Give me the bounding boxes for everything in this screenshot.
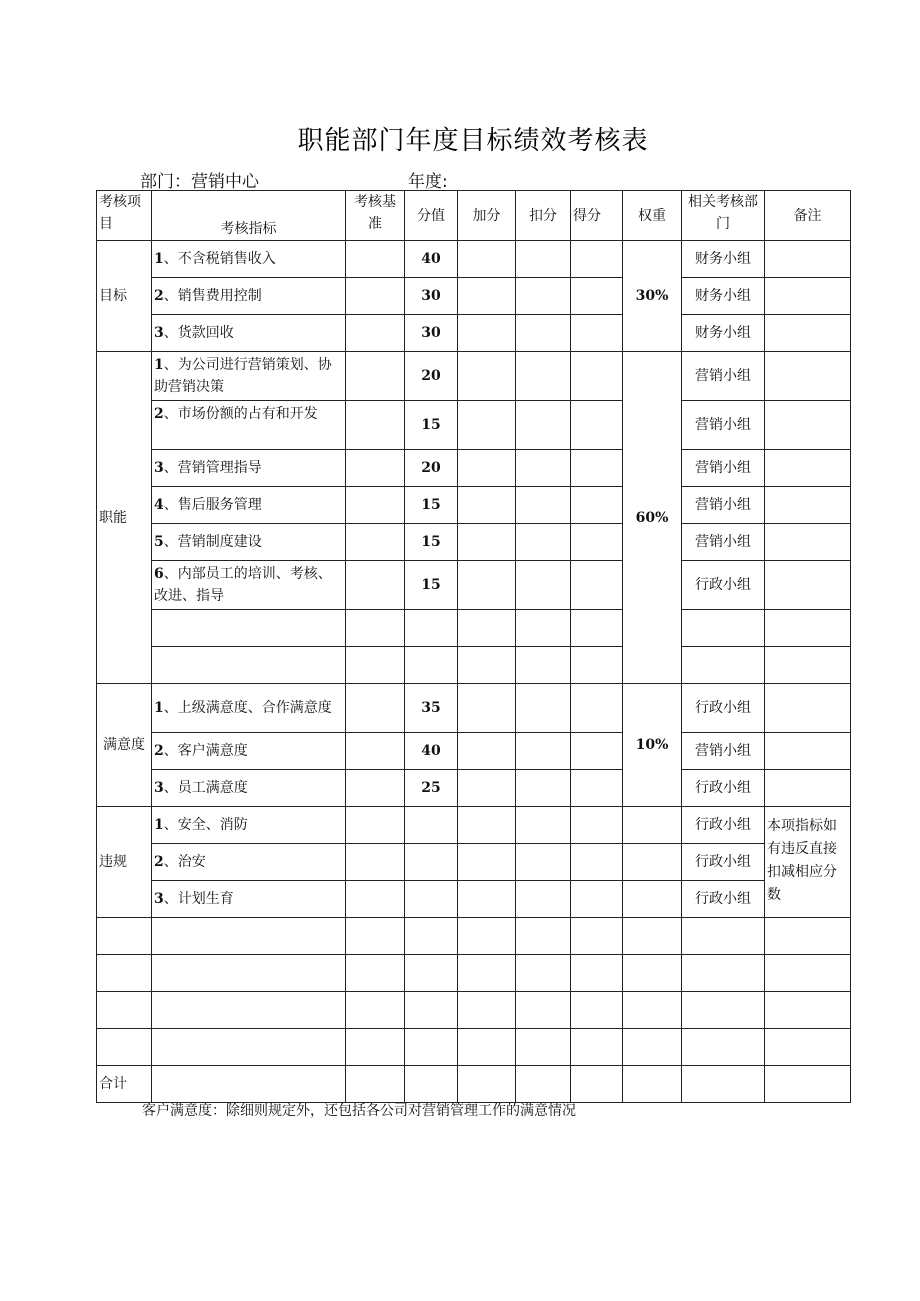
total-row (97, 1066, 851, 1103)
dept-cell: 行政小组 (682, 770, 765, 807)
indicator-cell: 3、员工满意度 (152, 770, 346, 807)
assessment-table (96, 190, 851, 1103)
dept-cell: 财务小组 (682, 278, 765, 315)
table-row (97, 278, 851, 315)
score-cell: 15 (405, 524, 458, 561)
indicator-cell: 2、市场份额的占有和开发 (152, 401, 346, 450)
header-got: 得分 (571, 191, 623, 241)
score-cell: 40 (405, 733, 458, 770)
empty-row (97, 918, 851, 955)
empty-row (97, 992, 851, 1029)
header-category: 考核项目 (97, 191, 152, 241)
table-row (97, 487, 851, 524)
dept-cell: 行政小组 (682, 807, 765, 844)
category-satisfaction: 满意度 (97, 684, 152, 807)
indicator-cell: 3、货款回收 (152, 315, 346, 352)
score-cell: 15 (405, 561, 458, 610)
indicator-cell: 3、营销管理指导 (152, 450, 346, 487)
score-cell: 30 (405, 278, 458, 315)
table-row (97, 770, 851, 807)
table-row (97, 561, 851, 610)
remark-violation: 本项指标如有违反直接扣减相应分数 (765, 807, 851, 918)
header-remark: 备注 (765, 191, 851, 241)
table-row (97, 844, 851, 881)
total-label: 合计 (97, 1066, 152, 1103)
empty-row (97, 610, 851, 647)
score-cell: 15 (405, 487, 458, 524)
weight-function: 60% (623, 352, 682, 684)
table-row (97, 684, 851, 733)
indicator-cell: 2、客户满意度 (152, 733, 346, 770)
empty-row (97, 647, 851, 684)
header-deduct: 扣分 (516, 191, 571, 241)
category-function: 职能 (97, 352, 152, 684)
header-dept: 相关考核部门 (682, 191, 765, 241)
dept-cell: 营销小组 (682, 487, 765, 524)
table-row (97, 352, 851, 401)
dept-cell: 行政小组 (682, 561, 765, 610)
dept-cell: 营销小组 (682, 401, 765, 450)
weight-satisfaction: 10% (623, 684, 682, 807)
page-title: 职能部门年度目标绩效考核表 (297, 126, 649, 156)
department-label: 部门： (140, 172, 191, 192)
dept-cell: 行政小组 (682, 844, 765, 881)
dept-cell: 营销小组 (682, 733, 765, 770)
score-cell: 20 (405, 450, 458, 487)
table-row (97, 524, 851, 561)
category-violation: 违规 (97, 807, 152, 918)
table-row (97, 733, 851, 770)
table-row (97, 401, 851, 450)
table-row (97, 450, 851, 487)
indicator-cell: 2、销售费用控制 (152, 278, 346, 315)
indicator-cell: 1、不含税销售收入 (152, 241, 346, 278)
indicator-cell: 5、营销制度建设 (152, 524, 346, 561)
table-row (97, 241, 851, 278)
score-cell: 15 (405, 401, 458, 450)
score-cell: 20 (405, 352, 458, 401)
indicator-cell: 1、上级满意度、合作满意度 (152, 684, 346, 733)
header-add: 加分 (458, 191, 516, 241)
dept-cell: 营销小组 (682, 352, 765, 401)
weight-target: 30% (623, 241, 682, 352)
empty-row (97, 1029, 851, 1066)
indicator-cell: 4、售后服务管理 (152, 487, 346, 524)
department-value: 营销中心 (191, 172, 259, 192)
dept-cell: 行政小组 (682, 881, 765, 918)
indicator-cell: 6、内部员工的培训、考核、改进、指导 (152, 561, 346, 610)
header-row (97, 191, 851, 241)
header-indicator: 考核指标 (152, 191, 346, 241)
footnote: 客户满意度：除细则规定外，还包括各公司对营销管理工作的满意情况 (142, 1103, 576, 1119)
dept-cell: 财务小组 (682, 241, 765, 278)
year-label: 年度: (408, 172, 448, 192)
table-row (97, 881, 851, 918)
score-cell: 35 (405, 684, 458, 733)
indicator-cell: 1、安全、消防 (152, 807, 346, 844)
dept-cell: 财务小组 (682, 315, 765, 352)
score-cell: 30 (405, 315, 458, 352)
table-row (97, 315, 851, 352)
header-weight: 权重 (623, 191, 682, 241)
dept-cell: 行政小组 (682, 684, 765, 733)
empty-row (97, 955, 851, 992)
department-line (140, 167, 259, 192)
indicator-cell: 1、为公司进行营销策划、协助营销决策 (152, 352, 346, 401)
score-cell: 25 (405, 770, 458, 807)
header-score: 分值 (405, 191, 458, 241)
dept-cell: 营销小组 (682, 524, 765, 561)
header-standard: 考核基准 (346, 191, 405, 241)
dept-cell: 营销小组 (682, 450, 765, 487)
category-target: 目标 (97, 241, 152, 352)
table-row (97, 807, 851, 844)
indicator-cell: 3、计划生育 (152, 881, 346, 918)
indicator-cell: 2、治安 (152, 844, 346, 881)
score-cell: 40 (405, 241, 458, 278)
